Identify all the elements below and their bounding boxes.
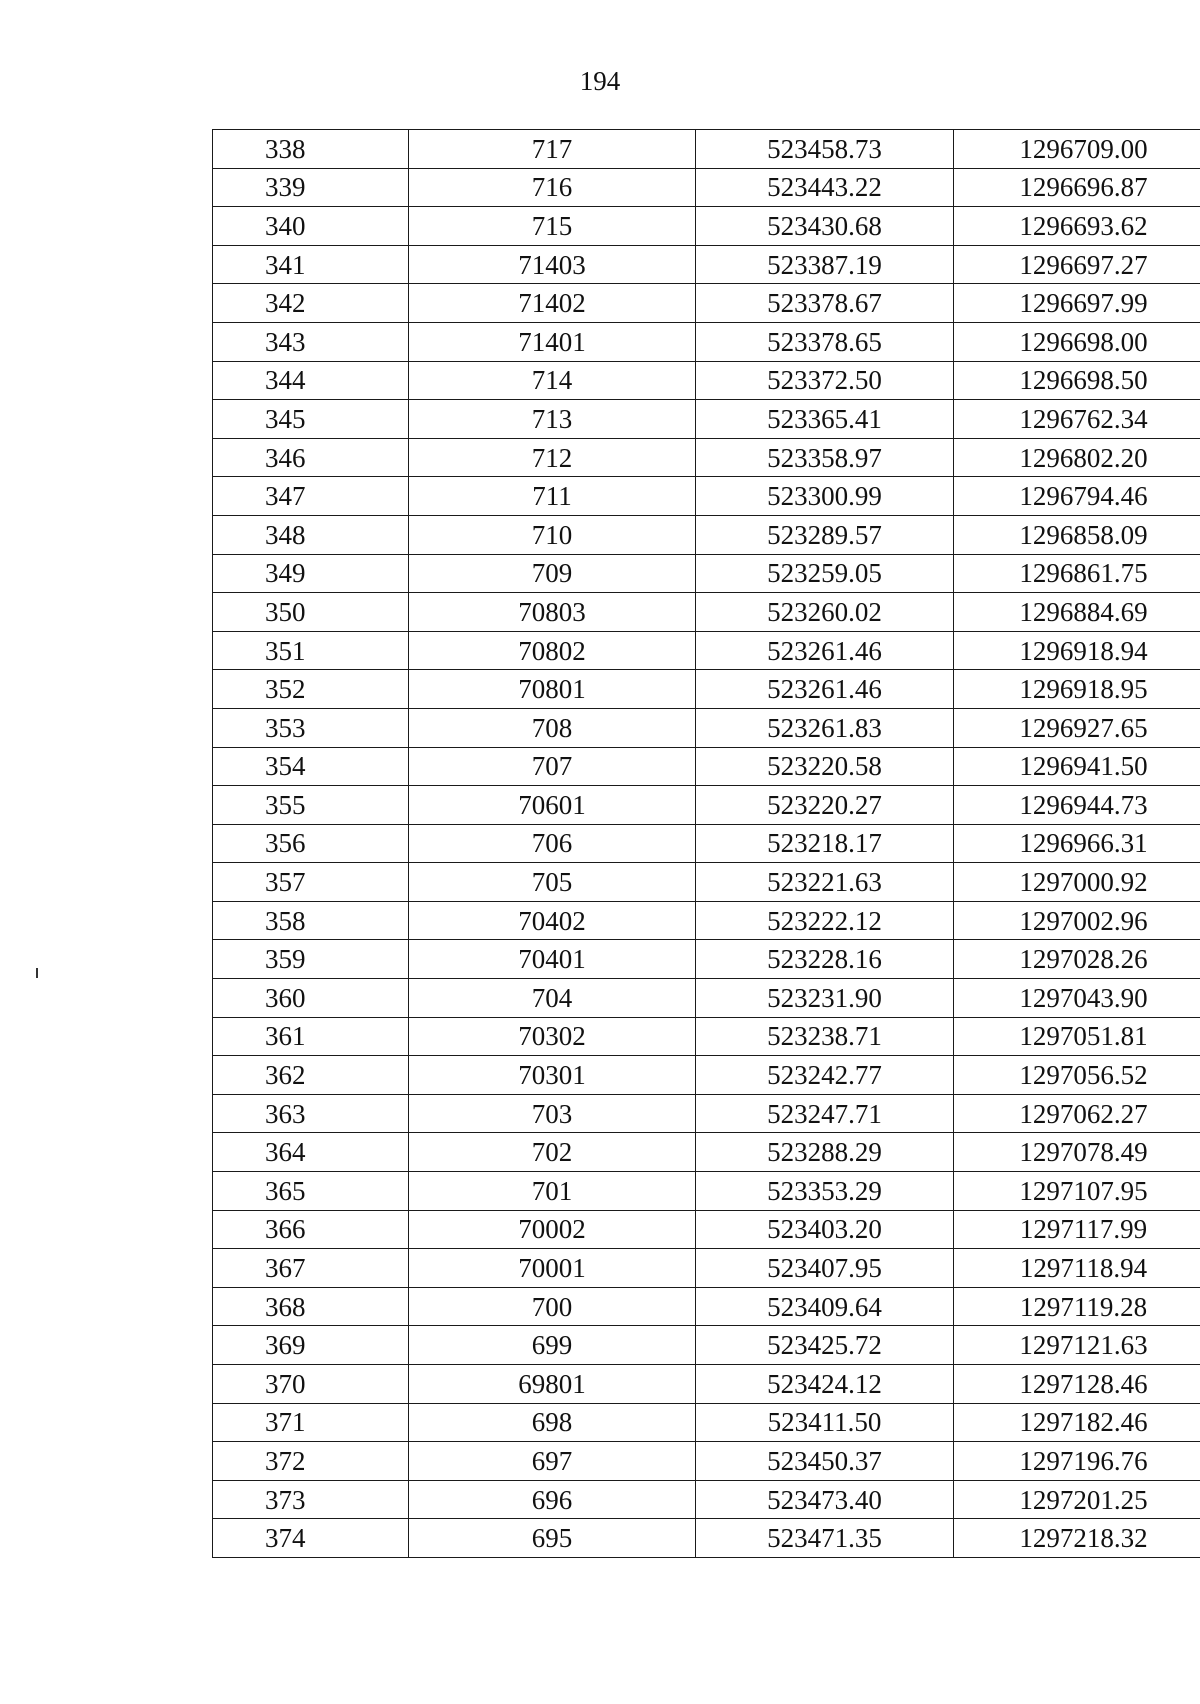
row-index-cell: 357 [213,863,409,902]
table-row [213,1403,1200,1442]
y-coordinate-cell: 1296858.09 [954,515,1200,554]
row-index-cell: 355 [213,786,409,825]
y-coordinate-cell: 1297002.96 [954,901,1200,940]
row-index-cell: 341 [213,245,409,284]
y-coordinate-cell: 1296697.99 [954,284,1200,323]
table-row [213,631,1200,670]
row-index-cell: 371 [213,1403,409,1442]
y-coordinate-cell: 1296698.00 [954,322,1200,361]
coordinate-table [212,129,1200,1558]
row-index-cell: 338 [213,130,409,169]
row-index-cell: 343 [213,322,409,361]
table-row [213,1172,1200,1211]
y-coordinate-cell: 1297056.52 [954,1056,1200,1095]
row-index-cell: 359 [213,940,409,979]
row-index-cell: 367 [213,1249,409,1288]
table-row [213,207,1200,246]
table-row [213,593,1200,632]
row-index-cell: 373 [213,1480,409,1519]
table-row [213,554,1200,593]
row-index-cell: 340 [213,207,409,246]
point-id-cell: 70302 [409,1017,696,1056]
table-row [213,670,1200,709]
point-id-cell: 70801 [409,670,696,709]
table-row [213,284,1200,323]
table-row [213,708,1200,747]
row-index-cell: 351 [213,631,409,670]
y-coordinate-cell: 1297000.92 [954,863,1200,902]
point-id-cell: 70803 [409,593,696,632]
x-coordinate-cell: 523471.35 [696,1519,954,1558]
y-coordinate-cell: 1296918.95 [954,670,1200,709]
x-coordinate-cell: 523247.71 [696,1094,954,1133]
table-row [213,1133,1200,1172]
table-row [213,322,1200,361]
point-id-cell: 715 [409,207,696,246]
table-row [213,1287,1200,1326]
table-row [213,1210,1200,1249]
y-coordinate-cell: 1297062.27 [954,1094,1200,1133]
stray-mark [36,968,38,978]
table-row [213,1519,1200,1558]
row-index-cell: 360 [213,979,409,1018]
point-id-cell: 70601 [409,786,696,825]
point-id-cell: 69801 [409,1365,696,1404]
y-coordinate-cell: 1296918.94 [954,631,1200,670]
y-coordinate-cell: 1297196.76 [954,1442,1200,1481]
x-coordinate-cell: 523260.02 [696,593,954,632]
table-row [213,1094,1200,1133]
point-id-cell: 717 [409,130,696,169]
point-id-cell: 695 [409,1519,696,1558]
point-id-cell: 70402 [409,901,696,940]
x-coordinate-cell: 523220.58 [696,747,954,786]
y-coordinate-cell: 1296698.50 [954,361,1200,400]
x-coordinate-cell: 523458.73 [696,130,954,169]
row-index-cell: 344 [213,361,409,400]
table-row [213,1442,1200,1481]
row-index-cell: 346 [213,438,409,477]
point-id-cell: 70001 [409,1249,696,1288]
table-row [213,1249,1200,1288]
y-coordinate-cell: 1297182.46 [954,1403,1200,1442]
x-coordinate-cell: 523403.20 [696,1210,954,1249]
y-coordinate-cell: 1296794.46 [954,477,1200,516]
point-id-cell: 708 [409,708,696,747]
row-index-cell: 366 [213,1210,409,1249]
table-row [213,940,1200,979]
y-coordinate-cell: 1296861.75 [954,554,1200,593]
x-coordinate-cell: 523372.50 [696,361,954,400]
y-coordinate-cell: 1297121.63 [954,1326,1200,1365]
x-coordinate-cell: 523228.16 [696,940,954,979]
point-id-cell: 704 [409,979,696,1018]
y-coordinate-cell: 1297201.25 [954,1480,1200,1519]
table-row [213,438,1200,477]
y-coordinate-cell: 1297043.90 [954,979,1200,1018]
point-id-cell: 713 [409,400,696,439]
y-coordinate-cell: 1296802.20 [954,438,1200,477]
row-index-cell: 350 [213,593,409,632]
table-row [213,824,1200,863]
point-id-cell: 698 [409,1403,696,1442]
point-id-cell: 705 [409,863,696,902]
x-coordinate-cell: 523218.17 [696,824,954,863]
y-coordinate-cell: 1297218.32 [954,1519,1200,1558]
x-coordinate-cell: 523424.12 [696,1365,954,1404]
x-coordinate-cell: 523387.19 [696,245,954,284]
y-coordinate-cell: 1297051.81 [954,1017,1200,1056]
point-id-cell: 709 [409,554,696,593]
x-coordinate-cell: 523288.29 [696,1133,954,1172]
row-index-cell: 369 [213,1326,409,1365]
x-coordinate-cell: 523430.68 [696,207,954,246]
x-coordinate-cell: 523261.46 [696,670,954,709]
point-id-cell: 703 [409,1094,696,1133]
table-row [213,130,1200,169]
row-index-cell: 364 [213,1133,409,1172]
x-coordinate-cell: 523261.46 [696,631,954,670]
table-row [213,1365,1200,1404]
y-coordinate-cell: 1296697.27 [954,245,1200,284]
row-index-cell: 353 [213,708,409,747]
point-id-cell: 70301 [409,1056,696,1095]
point-id-cell: 70401 [409,940,696,979]
x-coordinate-cell: 523300.99 [696,477,954,516]
table-row [213,245,1200,284]
table-row [213,1056,1200,1095]
row-index-cell: 365 [213,1172,409,1211]
row-index-cell: 368 [213,1287,409,1326]
x-coordinate-cell: 523409.64 [696,1287,954,1326]
point-id-cell: 710 [409,515,696,554]
y-coordinate-cell: 1296762.34 [954,400,1200,439]
x-coordinate-cell: 523220.27 [696,786,954,825]
y-coordinate-cell: 1296944.73 [954,786,1200,825]
row-index-cell: 374 [213,1519,409,1558]
y-coordinate-cell: 1296941.50 [954,747,1200,786]
x-coordinate-cell: 523259.05 [696,554,954,593]
point-id-cell: 71402 [409,284,696,323]
x-coordinate-cell: 523365.41 [696,400,954,439]
x-coordinate-cell: 523222.12 [696,901,954,940]
x-coordinate-cell: 523289.57 [696,515,954,554]
table-row [213,400,1200,439]
row-index-cell: 345 [213,400,409,439]
x-coordinate-cell: 523407.95 [696,1249,954,1288]
row-index-cell: 372 [213,1442,409,1481]
table-row [213,168,1200,207]
x-coordinate-cell: 523358.97 [696,438,954,477]
row-index-cell: 362 [213,1056,409,1095]
row-index-cell: 363 [213,1094,409,1133]
y-coordinate-cell: 1296696.87 [954,168,1200,207]
table-row [213,361,1200,400]
row-index-cell: 354 [213,747,409,786]
table-row [213,1326,1200,1365]
row-index-cell: 358 [213,901,409,940]
row-index-cell: 348 [213,515,409,554]
point-id-cell: 700 [409,1287,696,1326]
table-row [213,1017,1200,1056]
row-index-cell: 370 [213,1365,409,1404]
table-row [213,747,1200,786]
x-coordinate-cell: 523353.29 [696,1172,954,1211]
page-number: 194 [579,66,621,96]
table-row [213,515,1200,554]
point-id-cell: 714 [409,361,696,400]
y-coordinate-cell: 1297028.26 [954,940,1200,979]
point-id-cell: 699 [409,1326,696,1365]
x-coordinate-cell: 523473.40 [696,1480,954,1519]
point-id-cell: 696 [409,1480,696,1519]
table-row [213,979,1200,1018]
point-id-cell: 702 [409,1133,696,1172]
row-index-cell: 349 [213,554,409,593]
point-id-cell: 716 [409,168,696,207]
y-coordinate-cell: 1296884.69 [954,593,1200,632]
point-id-cell: 701 [409,1172,696,1211]
y-coordinate-cell: 1297118.94 [954,1249,1200,1288]
point-id-cell: 697 [409,1442,696,1481]
point-id-cell: 71403 [409,245,696,284]
row-index-cell: 342 [213,284,409,323]
point-id-cell: 71401 [409,322,696,361]
point-id-cell: 70802 [409,631,696,670]
x-coordinate-cell: 523261.83 [696,708,954,747]
y-coordinate-cell: 1297117.99 [954,1210,1200,1249]
table-row [213,863,1200,902]
row-index-cell: 361 [213,1017,409,1056]
point-id-cell: 706 [409,824,696,863]
y-coordinate-cell: 1296693.62 [954,207,1200,246]
x-coordinate-cell: 523411.50 [696,1403,954,1442]
x-coordinate-cell: 523425.72 [696,1326,954,1365]
y-coordinate-cell: 1296927.65 [954,708,1200,747]
y-coordinate-cell: 1296709.00 [954,130,1200,169]
point-id-cell: 70002 [409,1210,696,1249]
row-index-cell: 339 [213,168,409,207]
x-coordinate-cell: 523221.63 [696,863,954,902]
y-coordinate-cell: 1296966.31 [954,824,1200,863]
x-coordinate-cell: 523378.67 [696,284,954,323]
y-coordinate-cell: 1297119.28 [954,1287,1200,1326]
table-body [213,130,1200,1558]
x-coordinate-cell: 523443.22 [696,168,954,207]
x-coordinate-cell: 523242.77 [696,1056,954,1095]
row-index-cell: 356 [213,824,409,863]
x-coordinate-cell: 523238.71 [696,1017,954,1056]
y-coordinate-cell: 1297128.46 [954,1365,1200,1404]
point-id-cell: 711 [409,477,696,516]
x-coordinate-cell: 523231.90 [696,979,954,1018]
row-index-cell: 352 [213,670,409,709]
table-row [213,901,1200,940]
x-coordinate-cell: 523378.65 [696,322,954,361]
point-id-cell: 712 [409,438,696,477]
table-row [213,786,1200,825]
point-id-cell: 707 [409,747,696,786]
x-coordinate-cell: 523450.37 [696,1442,954,1481]
y-coordinate-cell: 1297078.49 [954,1133,1200,1172]
table-row [213,477,1200,516]
y-coordinate-cell: 1297107.95 [954,1172,1200,1211]
table-row [213,1480,1200,1519]
row-index-cell: 347 [213,477,409,516]
